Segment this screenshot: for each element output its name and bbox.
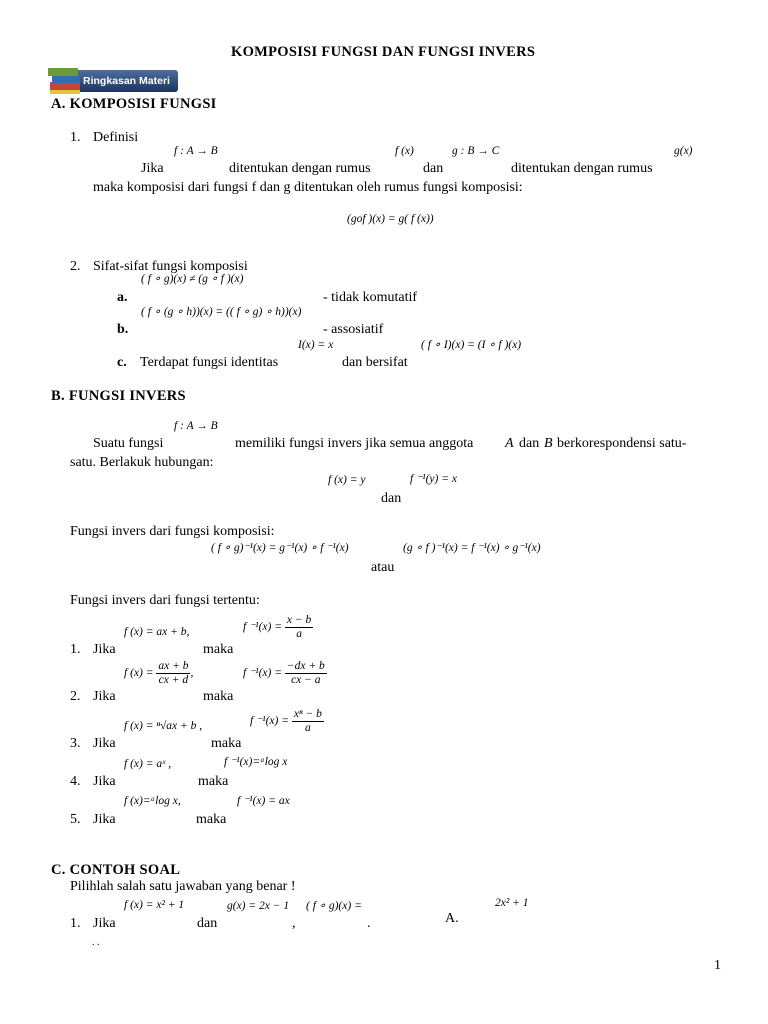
komp-math1: ( f ∘ g)⁻¹(x) = g⁻¹(x) ∘ f ⁻¹(x) (211, 542, 349, 554)
item5-jika: Jika (93, 812, 116, 827)
prop-c-letter: c. (117, 355, 127, 370)
prop-c-text2: dan bersifat (342, 355, 408, 370)
f3-inv: f ⁻¹(x) = $\frac{\text{xⁿ − b}}{a}$ (250, 708, 322, 734)
item3-maka: maka (211, 736, 242, 751)
page-number: 1 (714, 958, 721, 973)
prop-number: 2. (70, 259, 81, 274)
def-label: Definisi (93, 130, 139, 145)
item4-jika: Jika (93, 774, 116, 789)
item3-num: 3. (70, 736, 81, 751)
inv-dan: dan (519, 436, 540, 451)
def-dan: dan (423, 161, 444, 176)
item3-jika: Jika (93, 736, 116, 751)
q-dan: dan (197, 916, 218, 931)
def-text3: maka komposisi dari fungsi f dan g ditentukan oleh rumus fungsi komposisi: (93, 180, 523, 195)
komp-label: Fungsi invers dari fungsi komposisi: (70, 524, 275, 539)
prop-a-math: ( f ∘ g)(x) ≠ (g ∘ f )(x) (141, 273, 244, 285)
prop-b-text: - assosiatif (323, 322, 384, 337)
inv-dan2: dan (381, 491, 402, 506)
inv-set-b: B (544, 436, 553, 451)
inv-line2: satu. Berlakuk hubungan: (70, 455, 214, 470)
prop-b-letter: b. (117, 322, 129, 337)
math-f-a-b-inv: f : A → B (174, 420, 218, 432)
math-fx-y: f (x) = y (328, 474, 366, 486)
def-number: 1. (70, 130, 81, 145)
f5-lhs: f (x)=ᵃlog x, (124, 795, 181, 807)
item5-maka: maka (196, 812, 227, 827)
item4-num: 4. (70, 774, 81, 789)
tertentu-label: Fungsi invers dari fungsi tertentu: (70, 593, 260, 608)
option-a-value: 2x² + 1 (495, 897, 529, 909)
f2-inv: f ⁻¹(x) = $\frac{-dx + b}{cx - a}$ (243, 660, 325, 686)
q-g: g(x) = 2x − 1 (227, 900, 290, 912)
item2-jika: Jika (93, 689, 116, 704)
math-gx: g(x) (674, 145, 693, 157)
f3-lhs: f (x) = ⁿ√ax + b , (124, 720, 203, 732)
item1-jika: Jika (93, 642, 116, 657)
def-text2: ditentukan dengan rumus (511, 161, 653, 176)
f5-inv: f ⁻¹(x) = ax (237, 795, 290, 807)
atau: atau (371, 560, 395, 575)
q-jika: Jika (93, 916, 116, 931)
f4-lhs: f (x) = aˣ , (124, 758, 172, 770)
section-a-heading: A. KOMPOSISI FUNGSI (51, 96, 217, 112)
item1-num: 1. (70, 642, 81, 657)
section-b-heading: B. FUNGSI INVERS (51, 388, 186, 404)
section-c-heading: C. CONTOH SOAL (51, 862, 181, 878)
prop-b-math: ( f ∘ (g ∘ h))(x) = (( f ∘ g) ∘ h))(x) (141, 306, 302, 318)
item2-maka: maka (203, 689, 234, 704)
inv-set-a: A (505, 436, 514, 451)
komp-math2: (g ∘ f )⁻¹(x) = f ⁻¹(x) ∘ g⁻¹(x) (403, 542, 541, 554)
def-text1: ditentukan dengan rumus (229, 161, 371, 176)
f2-lhs: f (x) = $\frac{ax + b}{cx + d}$ , (124, 660, 194, 686)
prop-a-text: - tidak komutatif (323, 290, 418, 305)
inv-line1-c: berkorespondensi satu- (557, 436, 687, 451)
prop-label: Sifat-sifat fungsi komposisi (93, 259, 248, 274)
identity-math: I(x) = x (298, 339, 334, 351)
prop-c-text1: Terdapat fungsi identitas (140, 355, 279, 370)
banner-label: Ringkasan Materi (83, 75, 170, 87)
item4-maka: maka (198, 774, 229, 789)
def-jika: Jika (141, 161, 164, 176)
f1-lhs: f (x) = ax + b, (124, 626, 190, 638)
cut-off-text: . . (92, 937, 100, 948)
prop-a-letter: a. (117, 290, 128, 305)
ringkasan-materi-banner (46, 66, 178, 96)
math-fx: f (x) (395, 145, 414, 157)
f4-inv: f ⁻¹(x)=ᵃlog x (224, 756, 288, 768)
soal-instruction: Pilihlah salah satu jawaban yang benar ! (70, 879, 296, 894)
f1-inv: f ⁻¹(x) = $\frac{x - b}{a}$ (243, 614, 312, 640)
q-comma: , (292, 916, 296, 931)
q-fg: ( f ∘ g)(x) = (306, 900, 362, 912)
inv-line1-a: Suatu fungsi (93, 436, 164, 451)
item1-maka: maka (203, 642, 234, 657)
q-f: f (x) = x² + 1 (124, 899, 185, 911)
math-f-a-b: f : A → B (174, 145, 218, 157)
q-number: 1. (70, 916, 81, 931)
inv-line1-b: memiliki fungsi invers jika semua anggota (235, 436, 474, 451)
page-title: KOMPOSISI FUNGSI DAN FUNGSI INVERS (231, 44, 536, 60)
item2-num: 2. (70, 689, 81, 704)
item5-num: 5. (70, 812, 81, 827)
identity-prop-math: ( f ∘ I)(x) = (I ∘ f )(x) (421, 339, 522, 351)
option-a-label: A. (445, 911, 459, 926)
q-dot: . (367, 916, 371, 931)
math-finv-y: f ⁻¹(y) = x (410, 473, 457, 485)
math-g-b-c: g : B → C (452, 145, 500, 157)
math-composition: (gof )(x) = g( f (x)) (347, 213, 434, 225)
